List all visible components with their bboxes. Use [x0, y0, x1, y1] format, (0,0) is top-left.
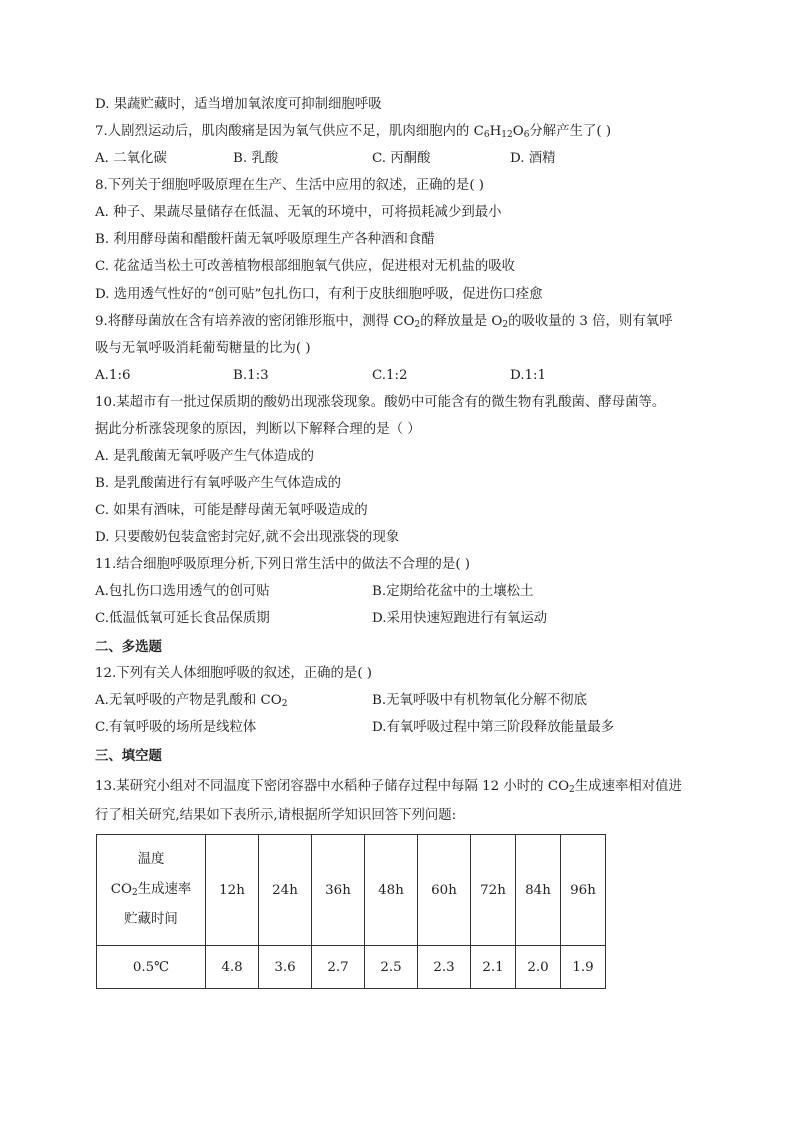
table-cell: 2.1 [471, 946, 516, 989]
q7-option-d: D. 酒精 [510, 151, 556, 166]
q7-sub-2: 12 [501, 130, 513, 140]
q9-option-b: B.1:3 [233, 368, 269, 383]
table-header-time: 36h [312, 835, 365, 946]
table-header-diagonal-cell [97, 835, 206, 946]
table-header-time: 60h [418, 835, 471, 946]
q8-option-d: D. 选用透气性好的“创可贴”包扎伤口，有利于皮肤细胞呼吸，促进伤口痊愈 [95, 287, 543, 302]
question-9 [95, 312, 672, 332]
table-cell: 2.7 [312, 946, 365, 989]
question-8: 8.下列关于细胞呼吸原理在生产、生活中应用的叙述，正确的是( ) [95, 178, 485, 193]
table-cell: 1.9 [561, 946, 606, 989]
q7-option-a: A. 二氧化碳 [95, 151, 167, 166]
q7-option-b: B. 乳酸 [233, 151, 279, 166]
q9-text-c: 的吸收量的 3 倍，则有氧呼 [508, 314, 673, 329]
table-row-label: 0.5℃ [97, 946, 206, 989]
q9-sub-1: 2 [414, 320, 421, 330]
q6-option-d: D. 果蔬贮藏时，适当增加氧浓度可抑制细胞呼吸 [95, 97, 382, 112]
table-header-row [97, 835, 606, 946]
table-header-time: 84h [516, 835, 561, 946]
table-header-time: 72h [471, 835, 516, 946]
table-cell: 2.5 [365, 946, 418, 989]
header-co2-text: CO [110, 882, 132, 897]
question-13 [95, 777, 682, 797]
q7-text-b: H [489, 124, 502, 139]
q9-sub-2: 2 [502, 320, 509, 330]
q11-option-a: A.包扎伤口选用透气的创可贴 [95, 584, 270, 599]
table-header-time: 24h [259, 835, 312, 946]
q7-sub-1: 6 [483, 130, 490, 140]
table-row [97, 946, 606, 989]
q8-option-b: B. 利用酵母菌和醋酸杆菌无氧呼吸原理生产各种酒和食醋 [95, 232, 435, 247]
question-11: 11.结合细胞呼吸原理分析,下列日常生活中的做法不合理的是( ) [95, 557, 471, 572]
q9-option-a: A.1:6 [95, 368, 131, 383]
question-10: 10.某超市有一批过保质期的酸奶出现涨袋现象。酸奶中可能含有的微生物有乳酸菌、酵母菌等。 [95, 395, 666, 410]
q8-option-c: C. 花盆适当松土可改善植物根部细胞氧气供应，促进根对无机盐的吸收 [95, 259, 515, 274]
section-multiple-choice: 二、多选题 [95, 639, 162, 655]
header-storage-time: 贮藏时间 [124, 912, 178, 927]
q11-option-b: B.定期给花盆中的土壤松土 [372, 584, 534, 599]
q13-text-b: 生成速率相对值进 [574, 779, 682, 794]
q12-option-d: D.有氧呼吸过程中第三阶段释放能量最多 [372, 720, 615, 735]
table-header-time: 96h [561, 835, 606, 946]
q10-option-c: C. 如果有酒味，可能是酵母菌无氧呼吸造成的 [95, 503, 368, 518]
q10-option-a: A. 是乳酸菌无氧呼吸产生气体造成的 [95, 449, 315, 464]
table-header-time: 12h [206, 835, 259, 946]
question-9-line-2: 吸与无氧呼吸消耗葡萄糖量的比为( ) [95, 341, 311, 356]
table-header-time: 48h [365, 835, 418, 946]
q8-option-a: A. 种子、果蔬尽量储存在低温、无氧的环境中，可将损耗减少到最小 [95, 205, 502, 220]
table-cell: 3.6 [259, 946, 312, 989]
table-cell: 4.8 [206, 946, 259, 989]
q9-option-d: D.1:1 [510, 368, 547, 383]
q12-option-a [95, 691, 287, 711]
q9-text-a: 9.将酵母菌放在含有培养液的密闭锥形瓶中，测得 CO [95, 314, 415, 329]
q11-option-c: C.低温低氧可延长食品保质期 [95, 611, 270, 626]
header-temperature: 温度 [137, 852, 165, 867]
q7-text-c: O [512, 124, 524, 139]
q12-option-b: B.无氧呼吸中有机物氧化分解不彻底 [372, 693, 587, 708]
header-co2-text-2: 生成速率 [137, 882, 192, 897]
q7-option-c: C. 丙酮酸 [372, 151, 431, 166]
q12-a-sub: 2 [281, 699, 288, 709]
q12-option-c: C.有氧呼吸的场所是线粒体 [95, 720, 257, 735]
question-10-line-2: 据此分析涨袋现象的原因，判断以下解释合理的是（ ） [95, 422, 421, 437]
q10-option-b: B. 是乳酸菌进行有氧呼吸产生气体造成的 [95, 476, 341, 491]
q7-sub-3: 6 [523, 130, 530, 140]
section-fill-blank: 三、填空题 [95, 748, 162, 764]
co2-rate-table [96, 834, 606, 989]
q7-text-a: 7.人剧烈运动后，肌肉酸痛是因为氧气供应不足，肌肉细胞内的 C [95, 124, 484, 139]
table-cell: 2.3 [418, 946, 471, 989]
q12-a-text: A.无氧呼吸的产物是乳酸和 CO [95, 693, 282, 708]
q13-sub: 2 [569, 785, 575, 795]
q10-option-d: D. 只要酸奶包装盒密封完好,就不会出现涨袋的现象 [95, 530, 400, 545]
header-co2-rate [97, 875, 205, 905]
q7-text-d: 分解产生了( ) [529, 124, 612, 139]
question-12: 12.下列有关人体细胞呼吸的叙述，正确的是( ) [95, 666, 373, 681]
q9-option-c: C.1:2 [372, 368, 408, 383]
q13-text-a: 13.某研究小组对不同温度下密闭容器中水稻种子储存过程中每隔 12 小时的 CO [95, 779, 570, 794]
q9-text-b: 的释放量是 O [420, 314, 503, 329]
question-13-line-2: 行了相关研究,结果如下表所示,请根据所学知识回答下列问题: [95, 808, 457, 823]
header-co2-sub: 2 [131, 888, 138, 898]
q11-option-d: D.采用快速短跑进行有氧运动 [372, 611, 548, 626]
table-cell: 2.0 [516, 946, 561, 989]
question-7 [95, 122, 611, 142]
